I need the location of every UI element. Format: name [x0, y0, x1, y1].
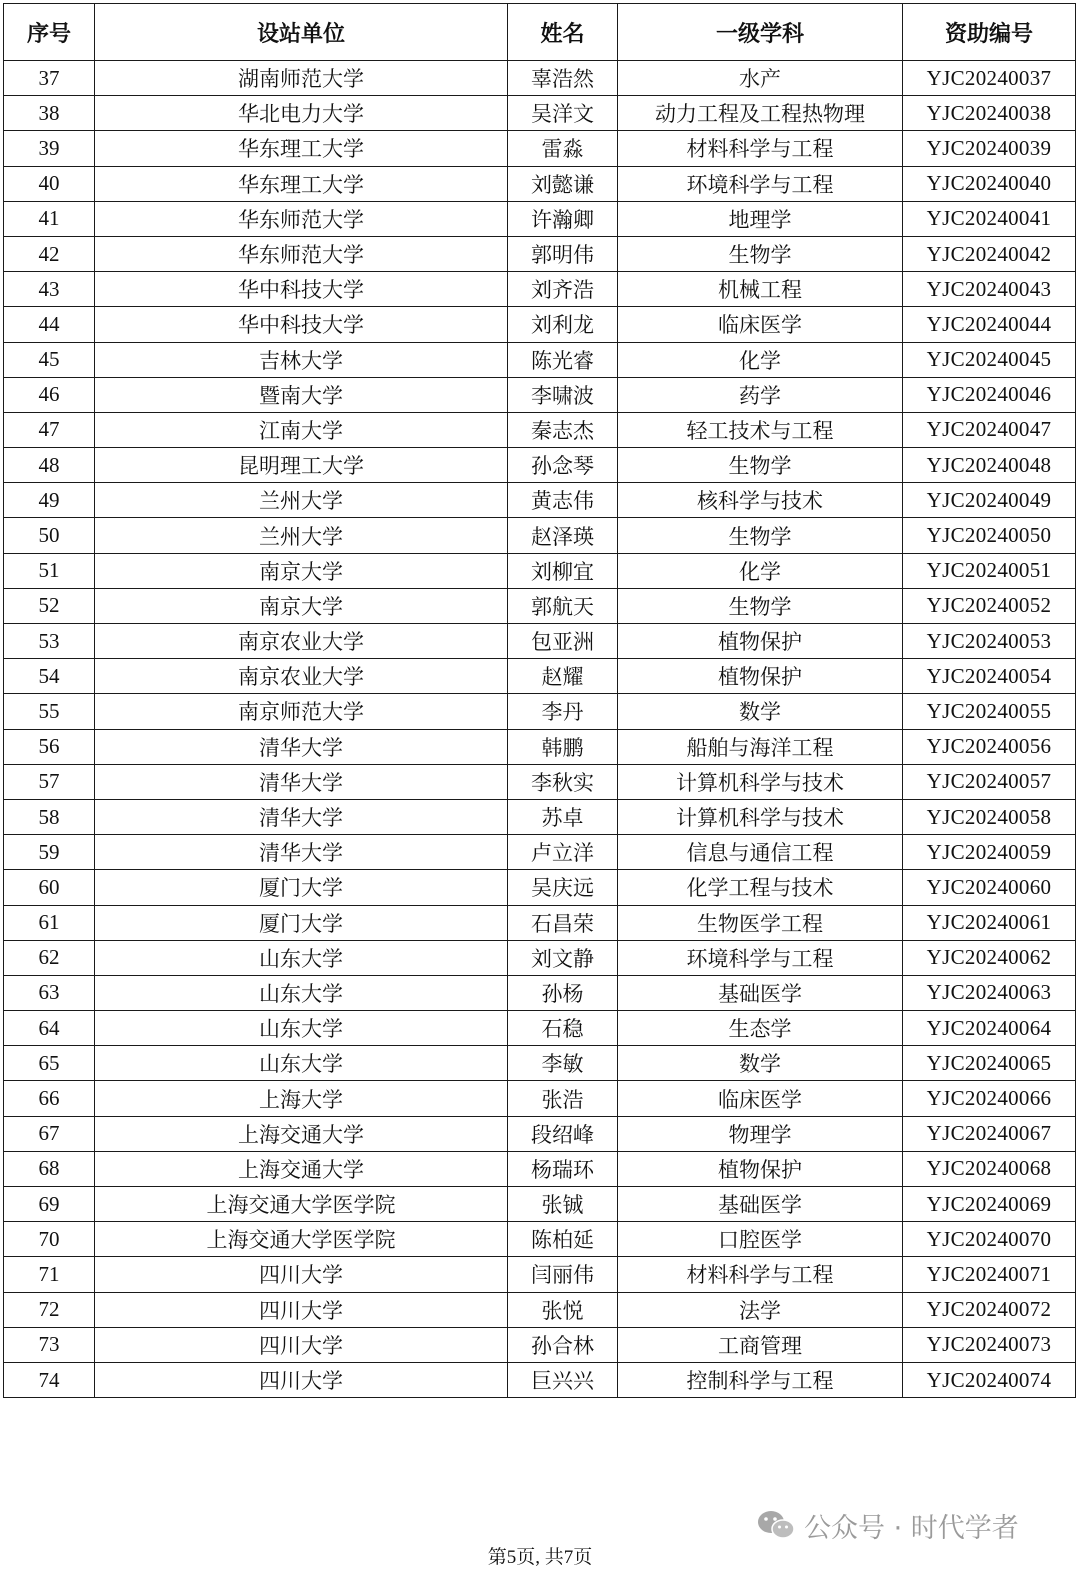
table-row [4, 307, 1076, 342]
table-body [4, 61, 1076, 1398]
cell-grant-id: YJC20240066 [903, 1081, 1076, 1116]
cell-name: 吴庆远 [508, 870, 618, 905]
cell-serial: 42 [4, 236, 95, 271]
cell-serial: 38 [4, 96, 95, 131]
table-row [4, 1151, 1076, 1186]
cell-discipline: 临床医学 [618, 1081, 903, 1116]
table-row [4, 342, 1076, 377]
cell-name: 包亚洲 [508, 624, 618, 659]
table-row [4, 588, 1076, 623]
cell-name: 赵泽瑛 [508, 518, 618, 553]
cell-discipline: 法学 [618, 1292, 903, 1327]
cell-institution: 清华大学 [95, 764, 508, 799]
cell-serial: 47 [4, 412, 95, 447]
cell-discipline: 临床医学 [618, 307, 903, 342]
cell-discipline: 水产 [618, 61, 903, 96]
cell-name: 辜浩然 [508, 61, 618, 96]
cell-discipline: 药学 [618, 377, 903, 412]
cell-discipline: 物理学 [618, 1116, 903, 1151]
cell-serial: 66 [4, 1081, 95, 1116]
cell-institution: 上海大学 [95, 1081, 508, 1116]
cell-name: 石昌荣 [508, 905, 618, 940]
cell-discipline: 材料科学与工程 [618, 1257, 903, 1292]
table-row [4, 1362, 1076, 1397]
cell-serial: 68 [4, 1151, 95, 1186]
cell-institution: 兰州大学 [95, 518, 508, 553]
table-row [4, 975, 1076, 1010]
cell-institution: 华中科技大学 [95, 307, 508, 342]
cell-serial: 51 [4, 553, 95, 588]
cell-grant-id: YJC20240049 [903, 483, 1076, 518]
cell-institution: 华东师范大学 [95, 236, 508, 271]
cell-serial: 56 [4, 729, 95, 764]
cell-grant-id: YJC20240051 [903, 553, 1076, 588]
cell-institution: 南京师范大学 [95, 694, 508, 729]
cell-grant-id: YJC20240065 [903, 1046, 1076, 1081]
cell-discipline: 化学 [618, 342, 903, 377]
cell-name: 孙念琴 [508, 448, 618, 483]
wechat-icon [756, 1508, 796, 1542]
table-row [4, 905, 1076, 940]
cell-discipline: 生态学 [618, 1011, 903, 1046]
cell-discipline: 核科学与技术 [618, 483, 903, 518]
cell-grant-id: YJC20240046 [903, 377, 1076, 412]
cell-discipline: 地理学 [618, 201, 903, 236]
cell-serial: 58 [4, 799, 95, 834]
table-row [4, 1011, 1076, 1046]
cell-institution: 上海交通大学 [95, 1151, 508, 1186]
cell-institution: 南京农业大学 [95, 624, 508, 659]
header-discipline: 一级学科 [618, 4, 903, 61]
cell-grant-id: YJC20240059 [903, 835, 1076, 870]
table-row [4, 553, 1076, 588]
cell-serial: 72 [4, 1292, 95, 1327]
cell-serial: 48 [4, 448, 95, 483]
cell-grant-id: YJC20240040 [903, 166, 1076, 201]
cell-name: 刘懿谦 [508, 166, 618, 201]
table-row [4, 518, 1076, 553]
table-row [4, 448, 1076, 483]
table-row [4, 1292, 1076, 1327]
cell-name: 秦志杰 [508, 412, 618, 447]
cell-institution: 山东大学 [95, 1011, 508, 1046]
cell-serial: 73 [4, 1327, 95, 1362]
cell-discipline: 信息与通信工程 [618, 835, 903, 870]
cell-institution: 清华大学 [95, 729, 508, 764]
cell-grant-id: YJC20240048 [903, 448, 1076, 483]
table-row [4, 131, 1076, 166]
cell-name: 陈柏延 [508, 1222, 618, 1257]
cell-name: 刘文静 [508, 940, 618, 975]
cell-grant-id: YJC20240039 [903, 131, 1076, 166]
table-header-row [4, 4, 1076, 61]
table-row [4, 694, 1076, 729]
cell-serial: 57 [4, 764, 95, 799]
header-serial: 序号 [4, 4, 95, 61]
table-row [4, 940, 1076, 975]
cell-serial: 37 [4, 61, 95, 96]
table-row [4, 272, 1076, 307]
cell-grant-id: YJC20240053 [903, 624, 1076, 659]
cell-grant-id: YJC20240074 [903, 1362, 1076, 1397]
cell-discipline: 数学 [618, 694, 903, 729]
cell-serial: 64 [4, 1011, 95, 1046]
cell-serial: 62 [4, 940, 95, 975]
cell-institution: 上海交通大学 [95, 1116, 508, 1151]
table-row [4, 201, 1076, 236]
table-row [4, 1187, 1076, 1222]
cell-name: 郭航天 [508, 588, 618, 623]
table-row [4, 412, 1076, 447]
cell-serial: 63 [4, 975, 95, 1010]
cell-serial: 39 [4, 131, 95, 166]
cell-name: 张悦 [508, 1292, 618, 1327]
cell-institution: 昆明理工大学 [95, 448, 508, 483]
cell-institution: 吉林大学 [95, 342, 508, 377]
cell-name: 陈光睿 [508, 342, 618, 377]
cell-discipline: 控制科学与工程 [618, 1362, 903, 1397]
cell-name: 许瀚卿 [508, 201, 618, 236]
cell-discipline: 环境科学与工程 [618, 940, 903, 975]
cell-grant-id: YJC20240045 [903, 342, 1076, 377]
cell-serial: 60 [4, 870, 95, 905]
table-row [4, 799, 1076, 834]
table-row [4, 1222, 1076, 1257]
cell-discipline: 动力工程及工程热物理 [618, 96, 903, 131]
cell-serial: 74 [4, 1362, 95, 1397]
watermark-text: 公众号 · 时代学者 [804, 1512, 1019, 1544]
cell-serial: 52 [4, 588, 95, 623]
cell-institution: 南京大学 [95, 588, 508, 623]
cell-discipline: 植物保护 [618, 1151, 903, 1186]
cell-institution: 山东大学 [95, 1046, 508, 1081]
table-row [4, 1046, 1076, 1081]
cell-name: 李啸波 [508, 377, 618, 412]
cell-institution: 华中科技大学 [95, 272, 508, 307]
cell-discipline: 计算机科学与技术 [618, 764, 903, 799]
cell-serial: 67 [4, 1116, 95, 1151]
cell-grant-id: YJC20240062 [903, 940, 1076, 975]
cell-institution: 清华大学 [95, 799, 508, 834]
document-page [3, 3, 1075, 1398]
cell-institution: 华东理工大学 [95, 131, 508, 166]
cell-discipline: 环境科学与工程 [618, 166, 903, 201]
cell-serial: 69 [4, 1187, 95, 1222]
cell-institution: 华东师范大学 [95, 201, 508, 236]
cell-institution: 四川大学 [95, 1292, 508, 1327]
cell-discipline: 轻工技术与工程 [618, 412, 903, 447]
cell-discipline: 生物学 [618, 518, 903, 553]
table-row [4, 624, 1076, 659]
cell-institution: 兰州大学 [95, 483, 508, 518]
cell-institution: 厦门大学 [95, 870, 508, 905]
cell-grant-id: YJC20240037 [903, 61, 1076, 96]
table-row [4, 61, 1076, 96]
cell-grant-id: YJC20240069 [903, 1187, 1076, 1222]
cell-grant-id: YJC20240043 [903, 272, 1076, 307]
cell-grant-id: YJC20240042 [903, 236, 1076, 271]
cell-institution: 四川大学 [95, 1257, 508, 1292]
cell-discipline: 工商管理 [618, 1327, 903, 1362]
cell-serial: 54 [4, 659, 95, 694]
table-row [4, 377, 1076, 412]
cell-serial: 46 [4, 377, 95, 412]
table-row [4, 1081, 1076, 1116]
cell-discipline: 数学 [618, 1046, 903, 1081]
cell-institution: 上海交通大学医学院 [95, 1222, 508, 1257]
cell-grant-id: YJC20240061 [903, 905, 1076, 940]
cell-serial: 71 [4, 1257, 95, 1292]
cell-serial: 40 [4, 166, 95, 201]
table-row [4, 835, 1076, 870]
cell-grant-id: YJC20240067 [903, 1116, 1076, 1151]
cell-institution: 华东理工大学 [95, 166, 508, 201]
cell-grant-id: YJC20240052 [903, 588, 1076, 623]
cell-name: 雷淼 [508, 131, 618, 166]
cell-grant-id: YJC20240063 [903, 975, 1076, 1010]
cell-discipline: 基础医学 [618, 975, 903, 1010]
header-institution: 设站单位 [95, 4, 508, 61]
cell-institution: 江南大学 [95, 412, 508, 447]
cell-grant-id: YJC20240068 [903, 1151, 1076, 1186]
cell-institution: 四川大学 [95, 1327, 508, 1362]
table-row [4, 764, 1076, 799]
cell-name: 李丹 [508, 694, 618, 729]
cell-serial: 55 [4, 694, 95, 729]
cell-grant-id: YJC20240038 [903, 96, 1076, 131]
cell-serial: 61 [4, 905, 95, 940]
cell-grant-id: YJC20240060 [903, 870, 1076, 905]
table-row [4, 1116, 1076, 1151]
cell-grant-id: YJC20240041 [903, 201, 1076, 236]
cell-name: 段绍峰 [508, 1116, 618, 1151]
cell-institution: 山东大学 [95, 975, 508, 1010]
cell-discipline: 材料科学与工程 [618, 131, 903, 166]
cell-name: 刘柳宜 [508, 553, 618, 588]
cell-name: 刘利龙 [508, 307, 618, 342]
cell-discipline: 化学工程与技术 [618, 870, 903, 905]
cell-institution: 四川大学 [95, 1362, 508, 1397]
cell-serial: 41 [4, 201, 95, 236]
cell-discipline: 机械工程 [618, 272, 903, 307]
cell-name: 孙合林 [508, 1327, 618, 1362]
cell-serial: 65 [4, 1046, 95, 1081]
cell-grant-id: YJC20240071 [903, 1257, 1076, 1292]
cell-name: 卢立洋 [508, 835, 618, 870]
table-row [4, 166, 1076, 201]
cell-name: 赵耀 [508, 659, 618, 694]
cell-discipline: 生物学 [618, 588, 903, 623]
cell-serial: 59 [4, 835, 95, 870]
funding-table [3, 3, 1076, 1398]
table-row [4, 870, 1076, 905]
cell-serial: 43 [4, 272, 95, 307]
cell-grant-id: YJC20240064 [903, 1011, 1076, 1046]
cell-name: 巨兴兴 [508, 1362, 618, 1397]
watermark [756, 1505, 1019, 1545]
cell-grant-id: YJC20240058 [903, 799, 1076, 834]
cell-discipline: 生物医学工程 [618, 905, 903, 940]
cell-name: 李敏 [508, 1046, 618, 1081]
table-row [4, 483, 1076, 518]
cell-discipline: 基础医学 [618, 1187, 903, 1222]
cell-serial: 50 [4, 518, 95, 553]
cell-serial: 53 [4, 624, 95, 659]
cell-discipline: 植物保护 [618, 659, 903, 694]
cell-discipline: 船舶与海洋工程 [618, 729, 903, 764]
cell-name: 韩鹏 [508, 729, 618, 764]
page-number: 第5页, 共7页 [487, 1547, 593, 1568]
cell-discipline: 化学 [618, 553, 903, 588]
cell-name: 黄志伟 [508, 483, 618, 518]
cell-institution: 湖南师范大学 [95, 61, 508, 96]
cell-institution: 南京大学 [95, 553, 508, 588]
cell-grant-id: YJC20240050 [903, 518, 1076, 553]
table-row [4, 96, 1076, 131]
cell-discipline: 口腔医学 [618, 1222, 903, 1257]
cell-name: 苏卓 [508, 799, 618, 834]
header-name: 姓名 [508, 4, 618, 61]
cell-name: 杨瑞环 [508, 1151, 618, 1186]
cell-grant-id: YJC20240070 [903, 1222, 1076, 1257]
cell-grant-id: YJC20240056 [903, 729, 1076, 764]
table-row [4, 659, 1076, 694]
cell-name: 闫丽伟 [508, 1257, 618, 1292]
cell-name: 郭明伟 [508, 236, 618, 271]
cell-serial: 44 [4, 307, 95, 342]
cell-discipline: 植物保护 [618, 624, 903, 659]
cell-institution: 暨南大学 [95, 377, 508, 412]
cell-discipline: 计算机科学与技术 [618, 799, 903, 834]
cell-name: 孙杨 [508, 975, 618, 1010]
cell-name: 张浩 [508, 1081, 618, 1116]
cell-grant-id: YJC20240054 [903, 659, 1076, 694]
cell-serial: 45 [4, 342, 95, 377]
cell-institution: 山东大学 [95, 940, 508, 975]
cell-serial: 49 [4, 483, 95, 518]
table-row [4, 1257, 1076, 1292]
table-row [4, 729, 1076, 764]
cell-name: 吴洋文 [508, 96, 618, 131]
cell-name: 刘齐浩 [508, 272, 618, 307]
header-grant-id: 资助编号 [903, 4, 1076, 61]
cell-serial: 70 [4, 1222, 95, 1257]
cell-name: 张铖 [508, 1187, 618, 1222]
cell-grant-id: YJC20240072 [903, 1292, 1076, 1327]
cell-institution: 厦门大学 [95, 905, 508, 940]
cell-institution: 南京农业大学 [95, 659, 508, 694]
cell-institution: 华北电力大学 [95, 96, 508, 131]
cell-grant-id: YJC20240073 [903, 1327, 1076, 1362]
cell-discipline: 生物学 [618, 448, 903, 483]
cell-grant-id: YJC20240057 [903, 764, 1076, 799]
table-row [4, 236, 1076, 271]
cell-grant-id: YJC20240055 [903, 694, 1076, 729]
cell-institution: 上海交通大学医学院 [95, 1187, 508, 1222]
cell-discipline: 生物学 [618, 236, 903, 271]
cell-name: 石稳 [508, 1011, 618, 1046]
cell-grant-id: YJC20240044 [903, 307, 1076, 342]
cell-grant-id: YJC20240047 [903, 412, 1076, 447]
table-row [4, 1327, 1076, 1362]
cell-institution: 清华大学 [95, 835, 508, 870]
cell-name: 李秋实 [508, 764, 618, 799]
